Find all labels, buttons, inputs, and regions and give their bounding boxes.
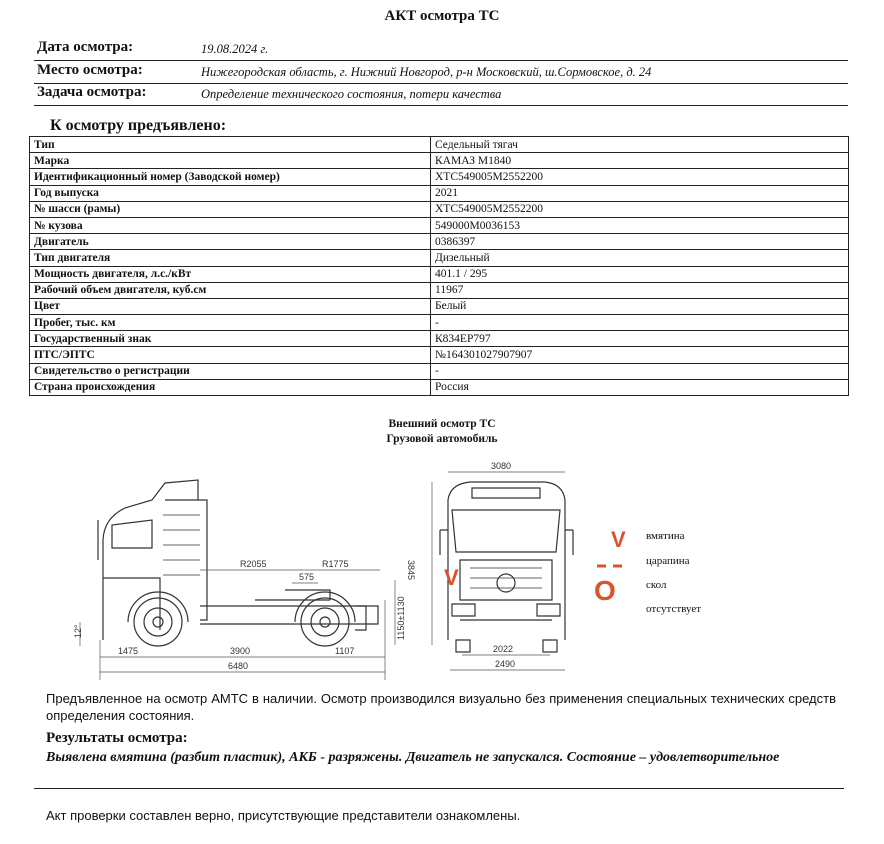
legend-scratch-label: царапина	[646, 555, 690, 567]
spec-value: Дизельный	[431, 250, 849, 266]
inspection-task-value: Определение технического состояния, потери качества	[201, 87, 502, 101]
inspection-date-label: Дата осмотра:	[37, 39, 134, 55]
dim-3080: 3080	[491, 461, 512, 471]
spec-value: КАМАЗ М1840	[431, 153, 849, 169]
dim-1150: 1150±1130	[396, 596, 406, 640]
spec-value: К834ЕР797	[431, 331, 849, 347]
spec-key: Страна происхождения	[30, 379, 431, 395]
inspection-note: Предъявленное на осмотр АМТС в наличии. Осмотр производился визуально без применения специальных технических средств определения состояния.	[46, 691, 836, 723]
spec-value: ХТС549005М2552200	[431, 201, 849, 217]
document-title: АКТ осмотра ТС	[384, 8, 500, 24]
truck-front-view	[440, 482, 573, 652]
diagram-subtitle: Грузовой автомобиль	[386, 433, 498, 445]
dent-mark: V	[444, 565, 459, 590]
dim-2022: 2022	[493, 644, 514, 654]
spec-key: Тип	[30, 137, 431, 153]
spec-value: 549000М0036153	[431, 217, 849, 233]
spec-key: Мощность двигателя, л.с./кВт	[30, 266, 431, 282]
results-title: Результаты осмотра:	[46, 730, 188, 746]
spec-key: Двигатель	[30, 234, 431, 250]
inspection-place-label: Место осмотра:	[37, 62, 143, 78]
spec-value: Седельный тягач	[431, 137, 849, 153]
side-dimension-labels	[73, 559, 406, 671]
spec-key: Марка	[30, 153, 431, 169]
dim-3845: 3845	[406, 560, 416, 581]
spec-value: 2021	[431, 185, 849, 201]
spec-key: Цвет	[30, 298, 431, 314]
inspection-date-value: 19.08.2024 г.	[201, 42, 269, 56]
spec-key: Свидетельство о регистрации	[30, 363, 431, 379]
inspection-place-value: Нижегородская область, г. Нижний Новгород, р-н Московский, ш.Сормовское, д. 24	[201, 65, 652, 79]
spec-key: № кузова	[30, 217, 431, 233]
spec-value: 11967	[431, 282, 849, 298]
spec-key: Тип двигателя	[30, 250, 431, 266]
legend-dent-label: вмятина	[646, 530, 685, 542]
footer-statement: Акт проверки составлен верно, присутствующие представители ознакомлены.	[46, 808, 521, 823]
results-text: Выявлена вмятина (разбит пластик), АКБ - разряжены. Двигатель не запускался. Состояние – удовлетворительное	[46, 750, 780, 765]
dim-3900: 3900	[230, 646, 251, 656]
dim-6480: 6480	[228, 661, 249, 671]
dim-1107: 1107	[335, 646, 355, 656]
dim-2490: 2490	[495, 659, 516, 669]
spec-value: 0386397	[431, 234, 849, 250]
spec-value: Россия	[431, 379, 849, 395]
legend-chip-symbol: O	[594, 575, 616, 606]
spec-key: Пробег, тыс. км	[30, 315, 431, 331]
dim-r2055: R2055	[240, 559, 267, 569]
diagram-title: Внешний осмотр ТС	[388, 418, 496, 430]
spec-key: Рабочий объем двигателя, куб.см	[30, 282, 431, 298]
spec-value: 401.1 / 295	[431, 266, 849, 282]
spec-key: Идентификационный номер (Заводской номер)	[30, 169, 431, 185]
dim-r1775: R1775	[322, 559, 349, 569]
legend-dent-symbol: V	[611, 527, 626, 552]
legend-chip-label: скол	[646, 579, 667, 591]
inspection-task-label: Задача осмотра:	[37, 84, 147, 100]
dim-12: 12°	[73, 624, 83, 638]
spec-value: -	[431, 315, 849, 331]
spec-value: ХТС549005М2552200	[431, 169, 849, 185]
spec-key: Год выпуска	[30, 185, 431, 201]
spec-key: ПТС/ЭПТС	[30, 347, 431, 363]
spec-key: Государственный знак	[30, 331, 431, 347]
legend-missing-label: отсутствует	[646, 603, 702, 615]
divider	[34, 788, 844, 789]
spec-value: -	[431, 363, 849, 379]
spec-value: №164301027907907	[431, 347, 849, 363]
dim-575: 575	[299, 572, 315, 582]
spec-key: № шасси (рамы)	[30, 201, 431, 217]
spec-value: Белый	[431, 298, 849, 314]
dim-1475: 1475	[118, 646, 139, 656]
presented-section-title: К осмотру предъявлено:	[50, 117, 227, 134]
